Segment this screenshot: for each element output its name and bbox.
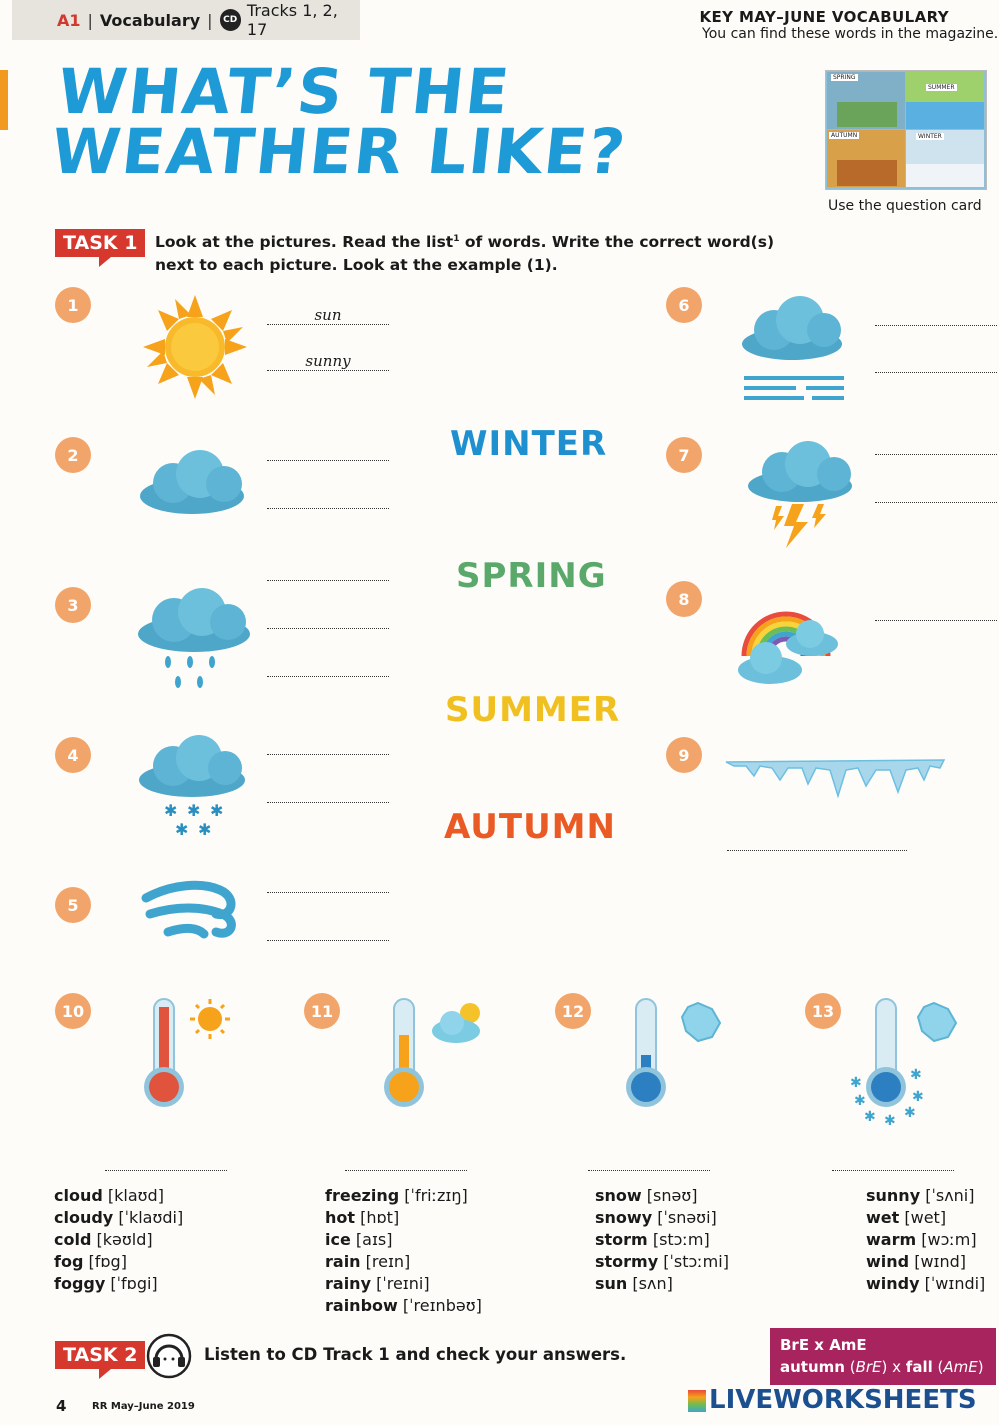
task-1-badge: TASK 1 (55, 229, 145, 257)
key-vocabulary-title: KEY MAY–JUNE VOCABULARY (699, 8, 949, 26)
task-1-instruction (155, 228, 795, 277)
answer-field-1b[interactable]: sunny (267, 350, 389, 371)
headphones-icon (146, 1333, 192, 1379)
number-badge: 11 (304, 993, 340, 1029)
thermometer-hot-icon (140, 995, 236, 1113)
answer-field-2b[interactable] (267, 488, 389, 509)
instruction-part-a: Look at the pictures. Read the list (155, 233, 454, 252)
svg-text:✱: ✱ (912, 1089, 924, 1105)
answer-field-10[interactable] (105, 1150, 227, 1171)
task-2-badge: TASK 2 (55, 1341, 145, 1369)
watermark-text: LIVEWORKSHEETS (709, 1385, 977, 1415)
answer-field-5b[interactable] (267, 920, 389, 941)
answer-field-11[interactable] (345, 1150, 467, 1171)
card-autumn (827, 130, 905, 187)
card-label-winter: WINTER (918, 133, 942, 140)
wind-icon (142, 880, 242, 942)
rain-cloud-icon (136, 590, 252, 690)
number-badge: 2 (55, 437, 91, 473)
svg-text:✱: ✱ (164, 801, 178, 820)
svg-text:✱: ✱ (850, 1075, 862, 1091)
word-entry: ice [aɪs] (325, 1230, 393, 1249)
rainbow-icon (736, 592, 840, 688)
tracks-label: Tracks 1, 2, 17 (246, 1, 338, 39)
card-winter (906, 130, 984, 187)
ice-icon (726, 752, 946, 802)
word-list-col-4 (866, 1185, 985, 1295)
answer-field-5a[interactable] (267, 872, 389, 893)
answer-field-7a[interactable] (875, 434, 997, 455)
page-number: 4 (56, 1397, 67, 1415)
liveworksheets-logo-icon (688, 1390, 706, 1412)
word-entry: foggy [ˈfɒgi] (54, 1274, 158, 1293)
number-badge: 4 (55, 737, 91, 773)
word-entry: hot [hɒt] (325, 1208, 400, 1227)
card-label-summer: SUMMER (928, 84, 955, 91)
answer-field-3b[interactable] (267, 608, 389, 629)
word-entry: cloudy [ˈklaʊdi] (54, 1208, 184, 1227)
bre-ame-line: autumn (BrE) x fall (AmE) (780, 1358, 984, 1376)
sun-icon (140, 292, 250, 402)
answer-field-2a[interactable] (267, 440, 389, 461)
answer-field-12[interactable] (588, 1150, 710, 1171)
word-entry: stormy [ˈstɔːmi] (595, 1252, 729, 1271)
liveworksheets-watermark (688, 1385, 977, 1415)
storm-icon (746, 442, 854, 552)
answer-field-6a[interactable] (875, 305, 997, 326)
level-label: A1 (57, 10, 81, 30)
card-spring (827, 72, 905, 129)
svg-text:✱: ✱ (904, 1105, 916, 1121)
answer-field-8[interactable] (875, 600, 997, 621)
number-badge: 1 (55, 287, 91, 323)
svg-text:✱: ✱ (187, 801, 201, 820)
word-list-col-3 (595, 1185, 729, 1295)
bre-ame-box (770, 1328, 996, 1385)
number-badge: 9 (666, 737, 702, 773)
question-card-image (825, 70, 987, 190)
word-entry: sun [sʌn] (595, 1274, 673, 1293)
word-entry: snow [snəʊ] (595, 1186, 698, 1205)
number-badge: 12 (555, 993, 591, 1029)
answer-field-9[interactable] (727, 830, 907, 851)
cd-icon: CD (220, 9, 241, 31)
svg-text:✱: ✱ (198, 820, 212, 839)
number-badge: 10 (55, 993, 91, 1029)
thermometer-cold-icon (624, 995, 724, 1113)
number-badge: 8 (666, 581, 702, 617)
section-label: Vocabulary (99, 10, 201, 30)
answer-field-4b[interactable] (267, 782, 389, 803)
answer-field-6b[interactable] (875, 352, 997, 373)
season-summer (445, 690, 620, 730)
word-entry: rain [reɪn] (325, 1252, 411, 1271)
word-entry: sunny [ˈsʌni] (866, 1186, 975, 1205)
svg-text:✱: ✱ (175, 820, 189, 839)
season-spring-label: SPRING (456, 556, 607, 596)
word-entry: warm [wɔːm] (866, 1230, 977, 1249)
svg-text:✱: ✱ (884, 1113, 896, 1129)
word-entry: rainbow [ˈreɪnbəʊ] (325, 1296, 482, 1315)
number-badge: 6 (666, 287, 702, 323)
word-entry: wind [wɪnd] (866, 1252, 967, 1271)
page-title (48, 55, 636, 188)
cloud-icon (138, 448, 246, 518)
title-line-2: WEATHER LIKE? (48, 115, 631, 188)
thermometer-freezing-icon (850, 995, 960, 1129)
thermometer-warm-icon (384, 995, 494, 1113)
task-2-instruction: Listen to CD Track 1 and check your answers. (204, 1345, 627, 1364)
issue-label: RR May–June 2019 (92, 1401, 195, 1412)
card-label-autumn: AUTUMN (831, 132, 858, 139)
word-list-col-2 (325, 1185, 482, 1317)
page-edge-tab (0, 70, 8, 130)
word-entry: storm [stɔːm] (595, 1230, 710, 1249)
answer-field-3c[interactable] (267, 656, 389, 677)
footnote-marker: 1 (453, 234, 460, 244)
question-card-caption: Use the question card (828, 198, 982, 214)
season-autumn-label: AUTUMN (444, 807, 616, 847)
word-entry: freezing [ˈfriːzɪŋ] (325, 1186, 468, 1205)
word-entry: rainy [ˈreɪni] (325, 1274, 430, 1293)
svg-text:✱: ✱ (864, 1109, 876, 1125)
separator: | (87, 10, 93, 30)
answer-field-1a[interactable]: sun (267, 304, 389, 325)
answer-field-3a[interactable] (267, 560, 389, 581)
card-label-spring: SPRING (833, 74, 856, 81)
number-badge: 13 (805, 993, 841, 1029)
word-entry: cloud [klaʊd] (54, 1186, 164, 1205)
separator: | (207, 10, 213, 30)
word-entry: wet [wet] (866, 1208, 947, 1227)
season-autumn (444, 807, 616, 847)
season-spring (456, 556, 607, 596)
card-summer (906, 72, 984, 129)
instruction-part-b: of words. Write the correct word(s) next to each picture. Look at the example (1). (155, 233, 775, 275)
fog-icon (740, 292, 846, 404)
season-winter-label: WINTER (450, 424, 608, 464)
season-summer-label: SUMMER (445, 690, 621, 730)
season-winter (450, 424, 607, 464)
number-badge: 3 (55, 587, 91, 623)
number-badge: 5 (55, 887, 91, 923)
key-vocabulary-subtitle: You can find these words in the magazine. (702, 26, 999, 42)
answer-field-13[interactable] (832, 1150, 954, 1171)
number-badge: 7 (666, 437, 702, 473)
answer-field-7b[interactable] (875, 482, 997, 503)
bre-ame-title: BrE x AmE (780, 1336, 867, 1354)
header-bar (12, 0, 360, 40)
title-line-1: WHAT’S THE (54, 55, 515, 128)
svg-text:✱: ✱ (910, 1067, 922, 1083)
word-entry: fog [fɒg] (54, 1252, 127, 1271)
snow-cloud-icon (137, 738, 247, 838)
svg-text:✱: ✱ (210, 801, 224, 820)
word-entry: cold [kəʊld] (54, 1230, 153, 1249)
word-entry: windy [ˈwɪndi] (866, 1274, 986, 1293)
svg-text:✱: ✱ (854, 1093, 866, 1109)
word-entry: snowy [ˈsnəʊi] (595, 1208, 717, 1227)
word-list-col-1 (54, 1185, 183, 1295)
answer-field-4a[interactable] (267, 734, 389, 755)
